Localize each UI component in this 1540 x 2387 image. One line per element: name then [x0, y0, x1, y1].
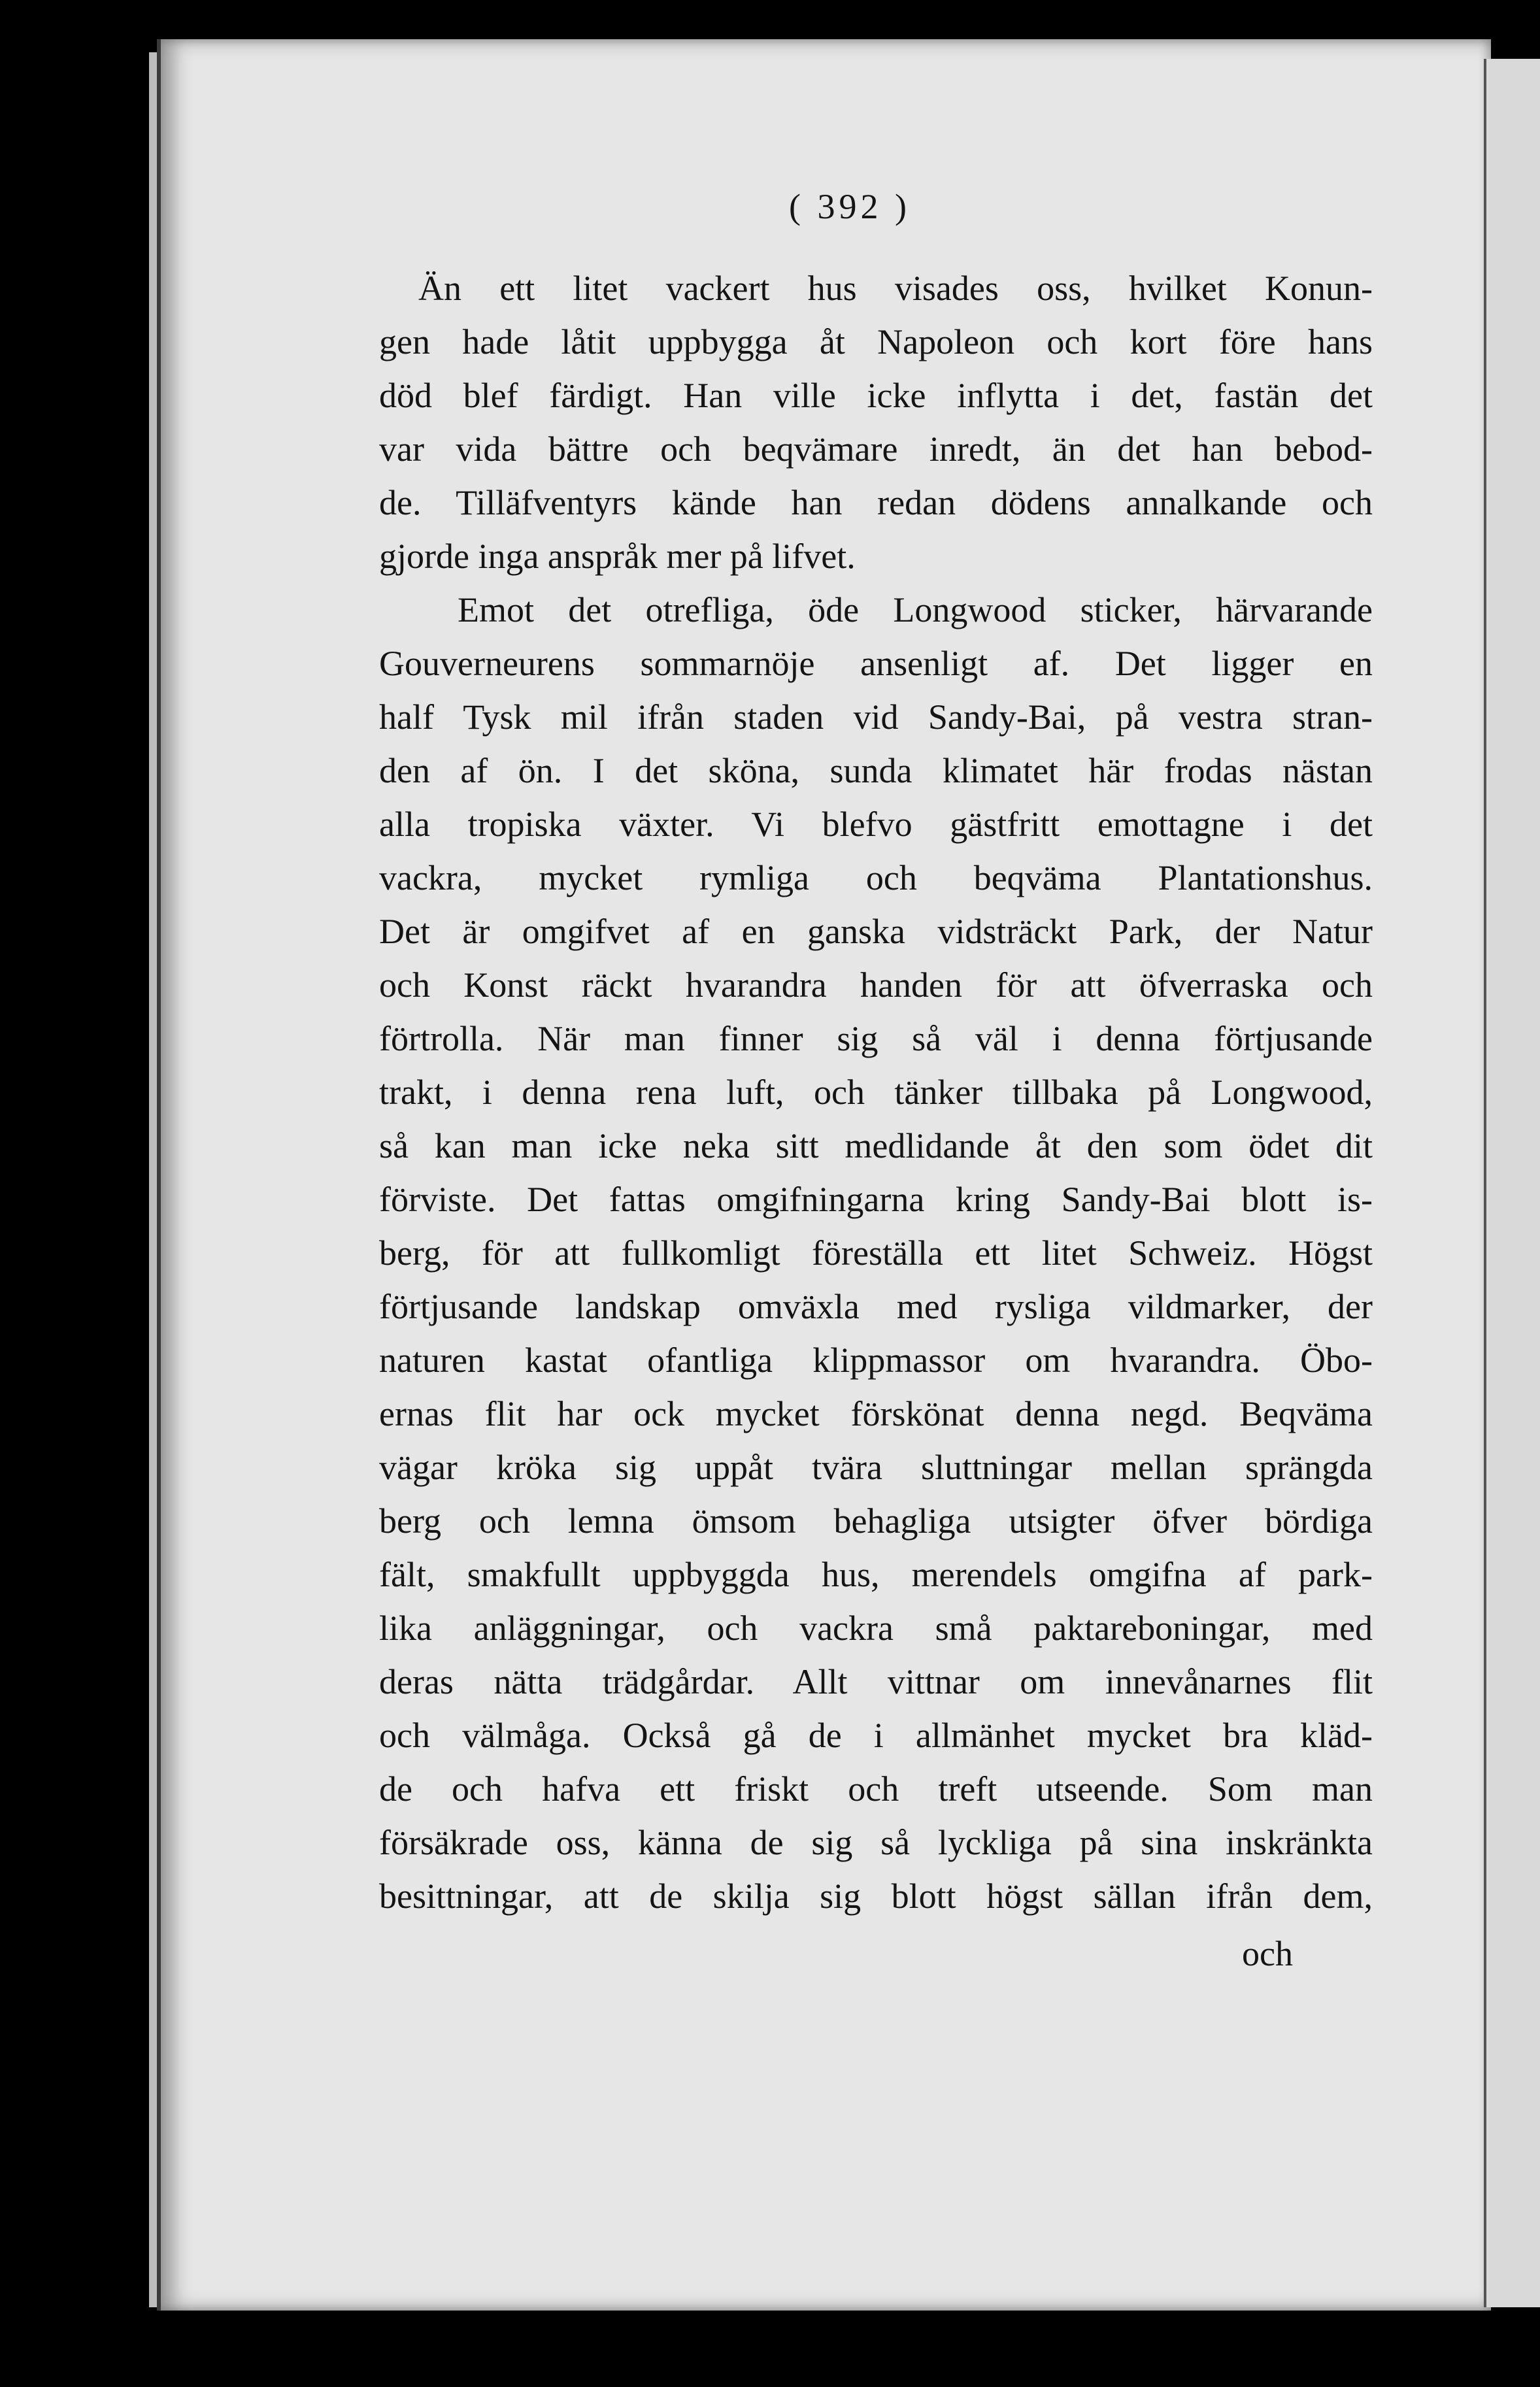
text-line: de. Tilläfventyrs kände han redan dödens annalkande och [379, 483, 1373, 522]
text-line: vackra, mycket rymliga och beqväma Plantationshus. [379, 858, 1373, 897]
text-line: berg och lemna ömsom behagliga utsigter öfver bördiga [379, 1501, 1373, 1541]
text-line: Än ett litet vackert hus visades oss, hvilket Konun- [418, 269, 1373, 308]
text-line: Gouverneurens sommarnöje ansenligt af. Det ligger en [379, 644, 1373, 683]
body-text [379, 261, 1373, 1923]
text-line: alla tropiska växter. Vi blefvo gästfritt emottagne i det [379, 805, 1373, 844]
text-line: deras nätta trädgårdar. Allt vittnar om innevånarnes flit [379, 1662, 1373, 1701]
text-line: förviste. Det fattas omgifningarna kring Sandy-Bai blott is- [379, 1180, 1373, 1219]
text-line: den af ön. I det sköna, sunda klimatet här frodas nästan [379, 751, 1373, 790]
text-line: Emot det otrefliga, öde Longwood sticker, härvarande [458, 590, 1373, 629]
text-line: var vida bättre och beqvämare inredt, än det han bebod- [379, 429, 1373, 469]
text-line: de och hafva ett friskt och treft utseende. Som man [379, 1769, 1373, 1809]
text-line: berg, för att fullkomligt föreställa ett litet Schweiz. Högst [379, 1233, 1373, 1273]
catchword: och [1242, 1934, 1293, 1973]
text-line: Det är omgifvet af en ganska vidsträckt Park, der Natur [379, 912, 1373, 951]
text-line: och Konst räckt hvarandra handen för att öfverraska och [379, 965, 1373, 1005]
text-line: ernas flit har ock mycket förskönat denna negd. Beqväma [379, 1394, 1373, 1433]
text-line: död blef färdigt. Han ville icke inflytta i det, fastän det [379, 376, 1373, 415]
text-line: förtrolla. När man finner sig så väl i denna förtjusande [379, 1019, 1373, 1058]
text-line: trakt, i denna rena luft, och tänker tillbaka på Longwood, [379, 1073, 1373, 1112]
text-line: förtjusande landskap omväxla med rysliga vildmarker, der [379, 1287, 1373, 1326]
text-line: försäkrade oss, känna de sig så lyckliga på sina inskränkta [379, 1823, 1373, 1862]
text-line: besittningar, att de skilja sig blott högst sällan ifrån dem, [379, 1877, 1373, 1916]
text-line: half Tysk mil ifrån staden vid Sandy-Bai, på vestra stran- [379, 697, 1373, 737]
text-line: lika anläggningar, och vackra små paktareboningar, med [379, 1609, 1373, 1648]
text-line: så kan man icke neka sitt medlidande åt den som ödet dit [379, 1126, 1373, 1165]
text-line: vägar kröka sig uppåt tvära sluttningar mellan sprängda [379, 1448, 1373, 1487]
page-number-header: ( 392 ) [789, 187, 911, 226]
text-line: gjorde inga anspråk mer på lifvet. [379, 537, 856, 576]
next-page-edge [1484, 59, 1540, 2307]
text-line: naturen kastat ofantliga klippmassor om hvarandra. Öbo- [379, 1341, 1373, 1380]
text-line: gen hade låtit uppbygga åt Napoleon och kort före hans [379, 322, 1373, 361]
text-line: och välmåga. Också gå de i allmänhet mycket bra kläd- [379, 1716, 1373, 1755]
text-line: fält, smakfullt uppbyggda hus, merendels omgifna af park- [379, 1555, 1373, 1594]
